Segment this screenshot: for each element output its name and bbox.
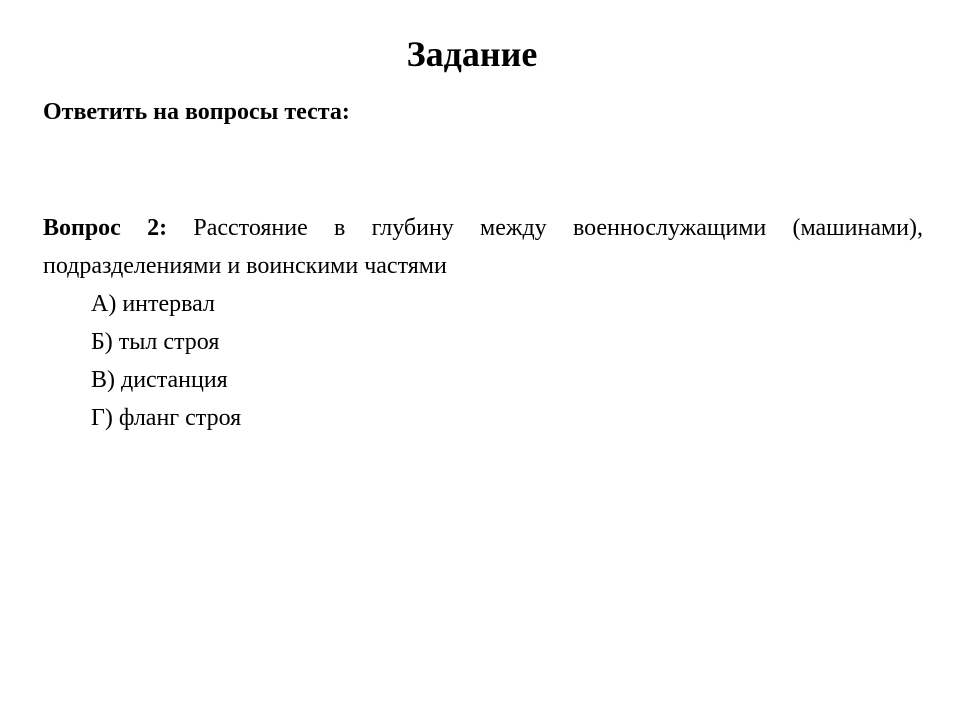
slide-title: Задание (406, 34, 538, 74)
answer-option-c[interactable]: В) дистанция (91, 367, 228, 393)
instruction-text: Ответить на вопросы теста: (43, 99, 350, 125)
question-label: Вопрос 2: (43, 215, 168, 241)
answer-option-a[interactable]: А) интервал (91, 291, 216, 317)
answer-option-b[interactable]: Б) тыл строя (91, 329, 220, 355)
question-text: Расстояние в глубину между военнослужащими (машинами), подразделениями и воинскими частями (43, 215, 924, 279)
answer-option-d[interactable]: Г) фланг строя (91, 405, 242, 431)
answer-options-list (91, 285, 241, 437)
question-block (43, 209, 923, 285)
